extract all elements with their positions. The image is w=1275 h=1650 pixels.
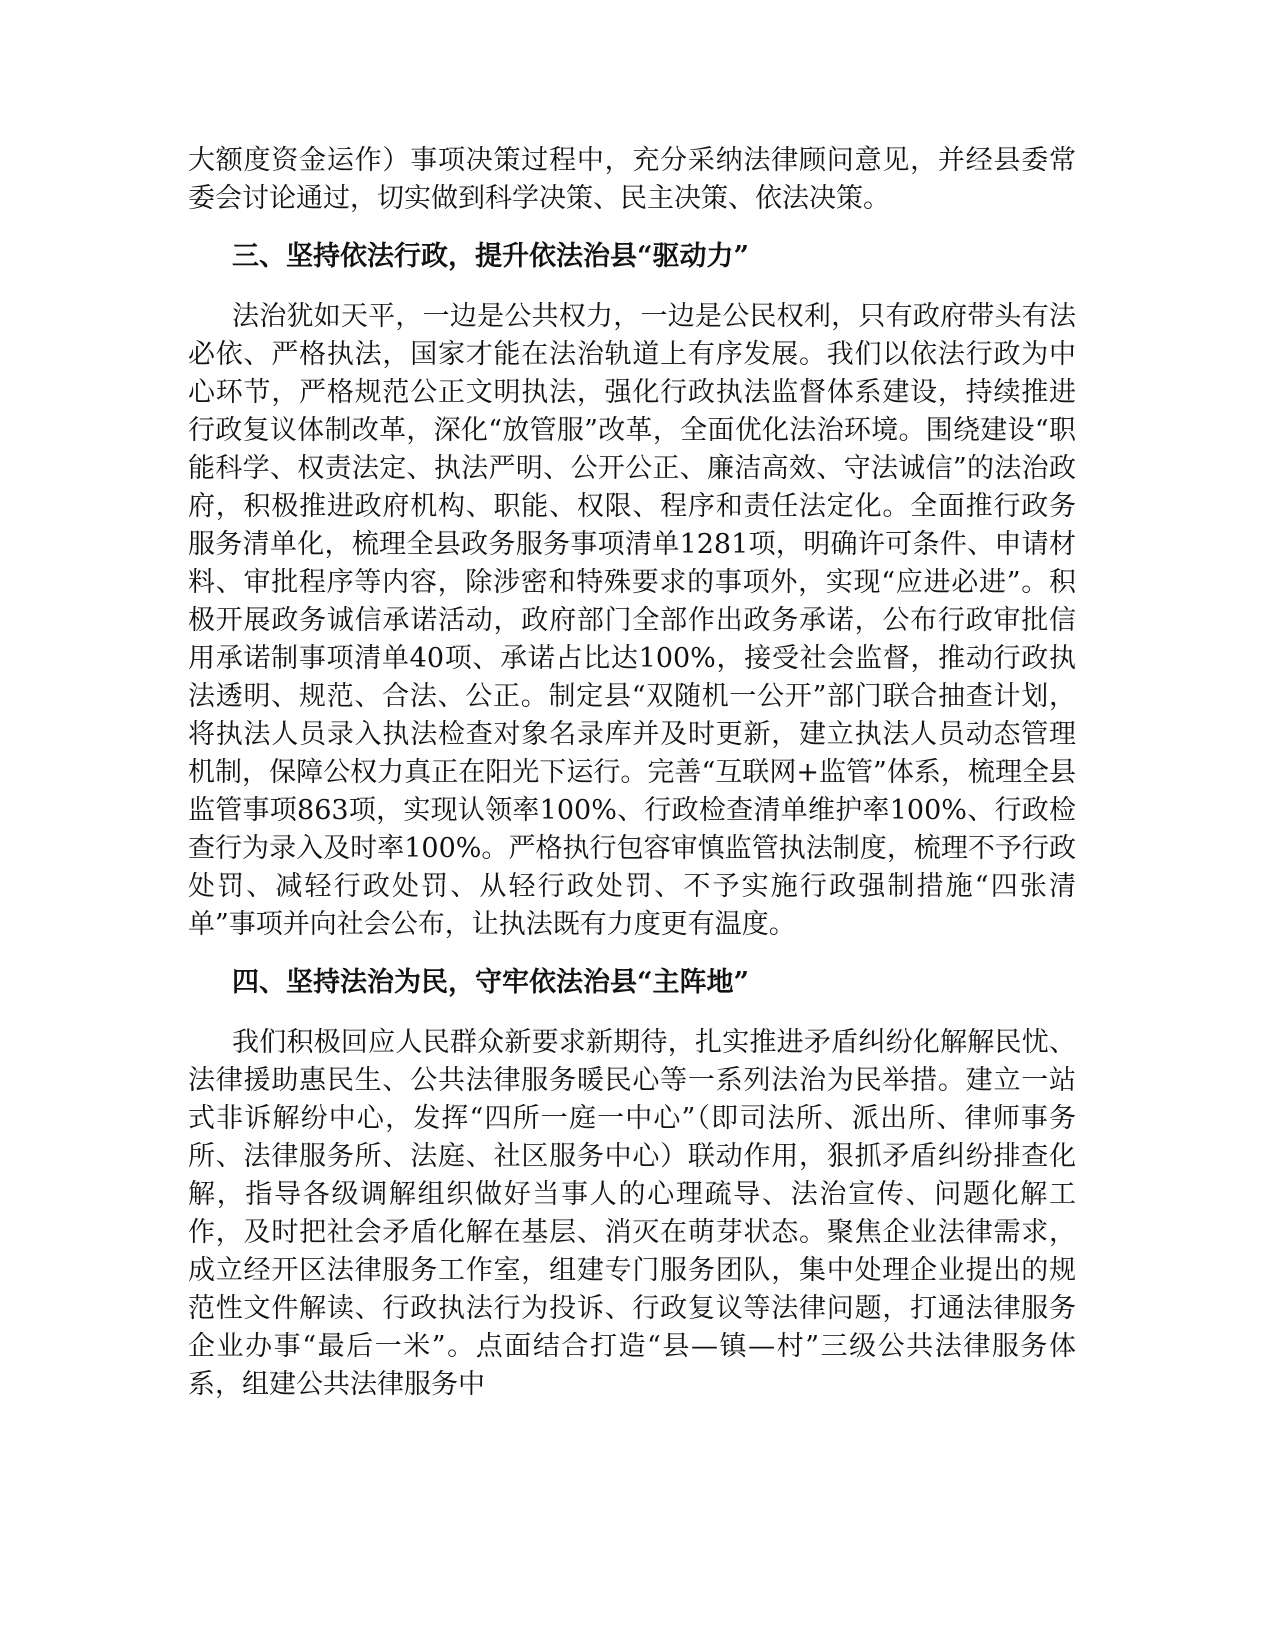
section-4-heading: 四、坚持法治为民，守牢依法治县“主阵地” [232,967,750,998]
section-3-heading: 三、坚持依法行政，提升依法治县“驱动力” [232,241,750,272]
continuation-paragraph: 大额度资金运作）事项决策过程中，充分采纳法律顾问意见，并经县委常委会讨论通过，切实做到科学决策、民主决策、依法决策。 [188,145,1076,214]
document-body [188,142,1076,1424]
section-4-paragraph: 我们积极回应人民群众新要求新期待，扎实推进矛盾纠纷化解解民忧、法律援助惠民生、公共法律服务暖民心等一系列法治为民举措。建立一站式非诉解纷中心，发挥“四所一庭一中心”（即司法所、派出所、律师事务所、法律服务所、法庭、社区服务中心）联动作用，狠抓矛盾纠纷排查化解，指导各级调解组织做好当事人的心理疏导、法治宣传、问题化解工作，及时把社会矛盾化解在基层、消灭在萌芽状态。聚焦企业法律需求，成立经开区法律服务工作室，组建专门服务团队，集中处理企业提出的规范性文件解读、行政执法行为投诉、行政复议等法律问题，打通法律服务企业办事“最后一米”。点面结合打造“县—镇—村”三级公共法律服务体系，组建公共法律服务中 [188,1027,1076,1400]
section-3-paragraph: 法治犹如天平，一边是公共权力，一边是公民权利，只有政府带头有法必依、严格执法，国家才能在法治轨道上有序发展。我们以依法行政为中心环节，严格规范公正文明执法，强化行政执法监督体系建设，持续推进行政复议体制改革，深化“放管服”改革，全面优化法治环境。围绕建设“职能科学、权责法定、执法严明、公开公正、廉洁高效、守法诚信”的法治政府，积极推进政府机构、职能、权限、程序和责任法定化。全面推行政务服务清单化，梳理全县政务服务事项清单1281项，明确许可条件、申请材料、审批程序等内容，除涉密和特殊要求的事项外，实现“应进必进”。积极开展政务诚信承诺活动，政府部门全部作出政务承诺，公布行政审批信用承诺制事项清单40项、承诺占比达100%，接受社会监督，推动行政执法透明、规范、合法、公正。制定县“双随机一公开”部门联合抽查计划，将执法人员录入执法检查对象名录库并及时更新，建立执法人员动态管理机制，保障公权力真正在阳光下运行。完善“互联网+监管”体系，梳理全县监管事项863项，实现认领率100%、行政检查清单维护率100%、行政检查行为录入及时率100%。严格执行包容审慎监管执法制度，梳理不予行政处罚、减轻行政处罚、从轻行政处罚、不予实施行政强制措施“四张清单”事项并向社会公布，让执法既有力度更有温度。 [188,301,1076,940]
